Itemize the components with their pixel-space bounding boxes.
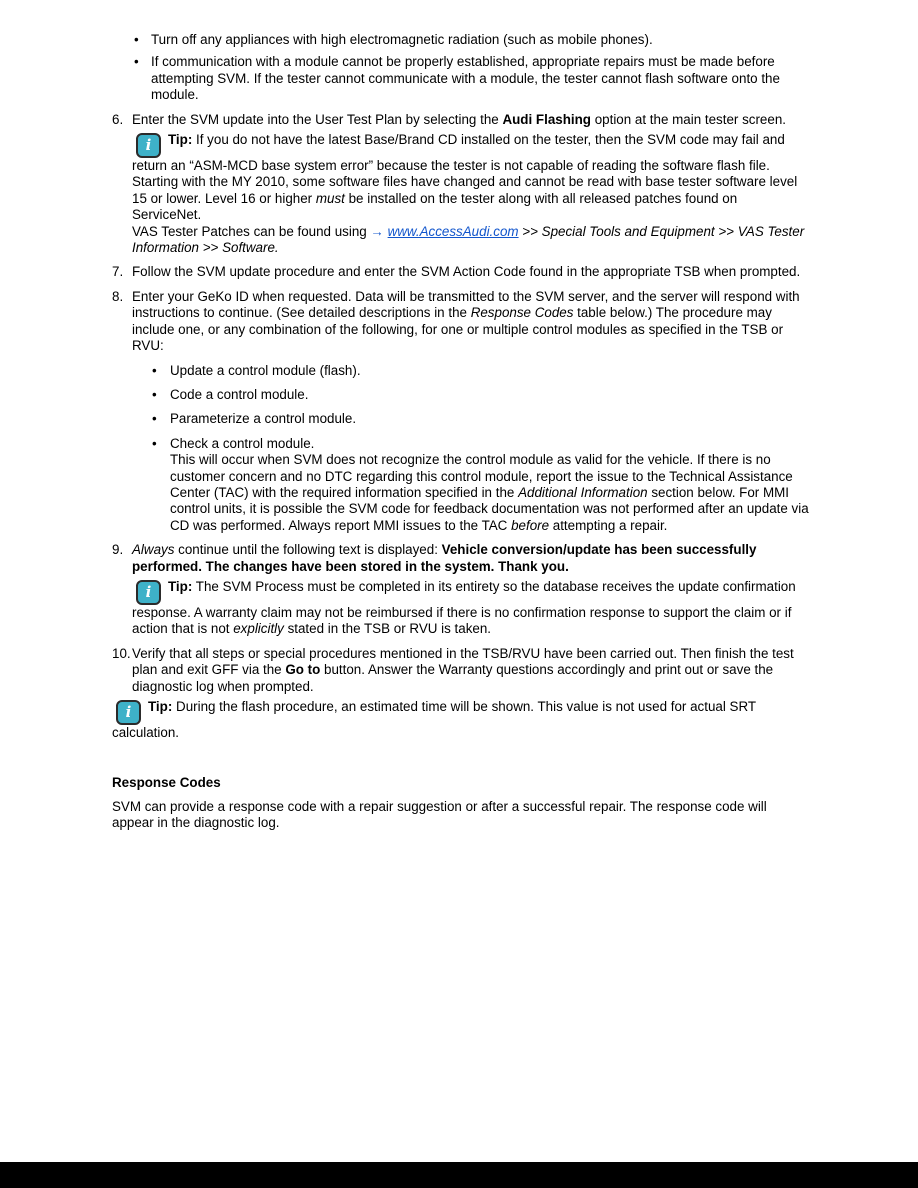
text-segment: attempting a repair. xyxy=(549,517,668,533)
info-icon xyxy=(116,700,141,725)
section-body: SVM can provide a response code with a repair suggestion or after a successful repair. The response code will appear in the diagnostic log. xyxy=(112,798,767,831)
tip-block xyxy=(132,132,809,224)
item-text xyxy=(132,542,809,575)
item-number: 8. xyxy=(112,288,124,304)
text-segment: Audi Flashing xyxy=(502,111,591,127)
text-segment: stated in the TSB or RVU is taken. xyxy=(283,621,492,637)
item-text xyxy=(132,289,809,355)
bottom-black-bar xyxy=(0,1162,918,1188)
text-segment: table below.) The procedure may include one, or any combination of the following, for one or multiple control modules as specified in the TSB or RVU: xyxy=(132,305,784,354)
info-icon-glyph: i xyxy=(145,582,152,601)
numbered-item-10 xyxy=(112,646,809,695)
bullet-text xyxy=(151,32,809,48)
bullet-marker: • xyxy=(134,32,139,47)
text-segment: Follow the SVM update procedure and enter the SVM Action Code found in the appropriate TSB when prompted. xyxy=(132,264,801,280)
text-segment: Always xyxy=(132,542,175,558)
text-segment: Additional Information xyxy=(518,484,648,500)
text-segment: continue until the following text is displayed: xyxy=(174,542,442,558)
text-segment: The SVM Process must be completed in its entirety so the database receives the update confirmation response. A warranty claim may not be reimbursed if there is no confirmation response to support the claim or if action that is not xyxy=(132,578,796,637)
list-item xyxy=(134,32,809,48)
bullet-text xyxy=(151,54,809,103)
text-segment: option at the main tester screen. xyxy=(590,111,786,127)
text-segment: be installed on the tester along with all released patches found on ServiceNet. xyxy=(132,190,738,223)
text-segment: → xyxy=(370,223,388,239)
info-icon xyxy=(136,133,161,158)
text-segment: Update a control module (flash). xyxy=(170,362,361,378)
bullet-text xyxy=(170,363,809,379)
bullet-detail xyxy=(170,452,809,534)
text-segment: before xyxy=(511,517,550,533)
numbered-item-8 xyxy=(112,289,809,534)
info-icon xyxy=(136,580,161,605)
text-segment: Turn off any appliances with high electromagnetic radiation (such as mobile phones). xyxy=(151,32,653,47)
item-content xyxy=(132,542,809,638)
text-segment: VAS Tester Patches can be found using xyxy=(132,223,371,239)
text-segment: Vehicle conversion/update has been successfully performed. The changes have been stored in the system. Thank you. xyxy=(132,542,757,574)
tip-text xyxy=(132,579,796,636)
tip-block xyxy=(132,579,809,638)
text-segment: Tip: xyxy=(168,132,193,148)
item-number: 10. xyxy=(112,645,131,661)
bullet-text xyxy=(170,436,809,534)
list-item xyxy=(152,411,809,427)
text-segment: button. Answer the Warranty questions accordingly and print out or save the diagnostic log when prompted. xyxy=(132,662,774,694)
bullet-marker: • xyxy=(152,435,157,451)
bullet-marker: • xyxy=(152,411,157,427)
list-item xyxy=(152,436,809,534)
numbered-item-9 xyxy=(112,542,809,638)
list-item xyxy=(152,387,809,403)
info-icon-glyph: i xyxy=(125,703,132,721)
numbered-item-7 xyxy=(112,264,809,280)
list-item xyxy=(152,363,809,379)
bullet-marker: • xyxy=(134,54,139,70)
text-segment: This will occur when SVM does not recognize the control module as valid for the vehicle. If there is no customer concern and no DTC regarding this control module, report the issue to the Technical Assistance Center (TAC) with the required information specified in the xyxy=(170,452,793,500)
text-segment: explicitly xyxy=(233,621,284,637)
text-segment: If you do not have the latest Base/Brand CD installed on the tester, then the SVM code may fail and return an “ASM-MCD base system error” because the tester is not capable of reading the software flash file. Starting with the MY 2010, some software files have changed and cannot be read with base tester software level 15 or lower. Level 16 or higher xyxy=(132,132,798,206)
list-item xyxy=(134,54,809,103)
tip-block xyxy=(112,699,809,741)
bullet-marker: • xyxy=(152,362,157,378)
item-text xyxy=(132,646,809,695)
info-icon-glyph: i xyxy=(145,136,152,155)
item-text xyxy=(132,264,809,280)
intro-bullet-list xyxy=(134,32,809,104)
bullet-first-line xyxy=(170,436,809,452)
text-segment: Parameterize a control module. xyxy=(170,411,357,427)
item-content xyxy=(132,646,809,695)
text-segment: If communication with a module cannot be properly established, appropriate repairs must be made before attempting SVM. If the tester cannot communicate with a module, the tester cannot flash software onto the module. xyxy=(151,54,780,103)
item-content xyxy=(132,112,809,257)
numbered-item-6 xyxy=(112,112,809,257)
item-number: 6. xyxy=(112,111,124,127)
bullet-marker: • xyxy=(152,386,157,402)
text-segment: Response Codes xyxy=(470,305,574,321)
text-segment: Go to xyxy=(285,662,321,678)
sub-bullet-list xyxy=(152,363,809,535)
tip-text xyxy=(132,132,797,222)
accessaudi-link[interactable]: www.AccessAudi.com xyxy=(387,223,519,239)
text-segment: Enter your GeKo ID when requested. Data will be transmitted to the SVM server, and the server will respond with instructions to continue. (See detailed descriptions in the xyxy=(132,288,800,321)
document-content xyxy=(112,32,809,832)
item-text xyxy=(132,112,809,128)
text-segment: Check a control module. xyxy=(170,435,315,451)
text-segment: Code a control module. xyxy=(170,386,309,402)
bullet-text xyxy=(170,411,809,427)
item-content xyxy=(132,289,809,534)
text-segment: Verify that all steps or special procedures mentioned in the TSB/RVU have been carried out. Then finish the test plan and exit GFF via the xyxy=(132,645,794,678)
section-heading: Response Codes xyxy=(112,775,221,791)
text-segment: Tip: xyxy=(148,699,173,714)
tip-text-continued xyxy=(132,224,809,257)
text-segment: section below. For MMI control units, it is possible the SVM code for feedback documentation was not performed after an update via CD was performed. Always report MMI issues to the TAC xyxy=(170,484,809,533)
text-segment: must xyxy=(315,190,345,206)
bullet-text xyxy=(170,387,809,403)
text-segment: >> Special Tools and Equipment >> VAS Tester Information >> Software. xyxy=(132,223,805,256)
item-number: 7. xyxy=(112,264,124,280)
item-content xyxy=(132,264,809,280)
text-segment: During the flash procedure, an estimated time will be shown. This value is not used for actual SRT calculation. xyxy=(112,699,756,740)
text-segment: Enter the SVM update into the User Test Plan by selecting the xyxy=(132,111,503,127)
text-segment: Tip: xyxy=(168,578,193,594)
item-number: 9. xyxy=(112,542,124,558)
tip-text xyxy=(112,699,756,740)
